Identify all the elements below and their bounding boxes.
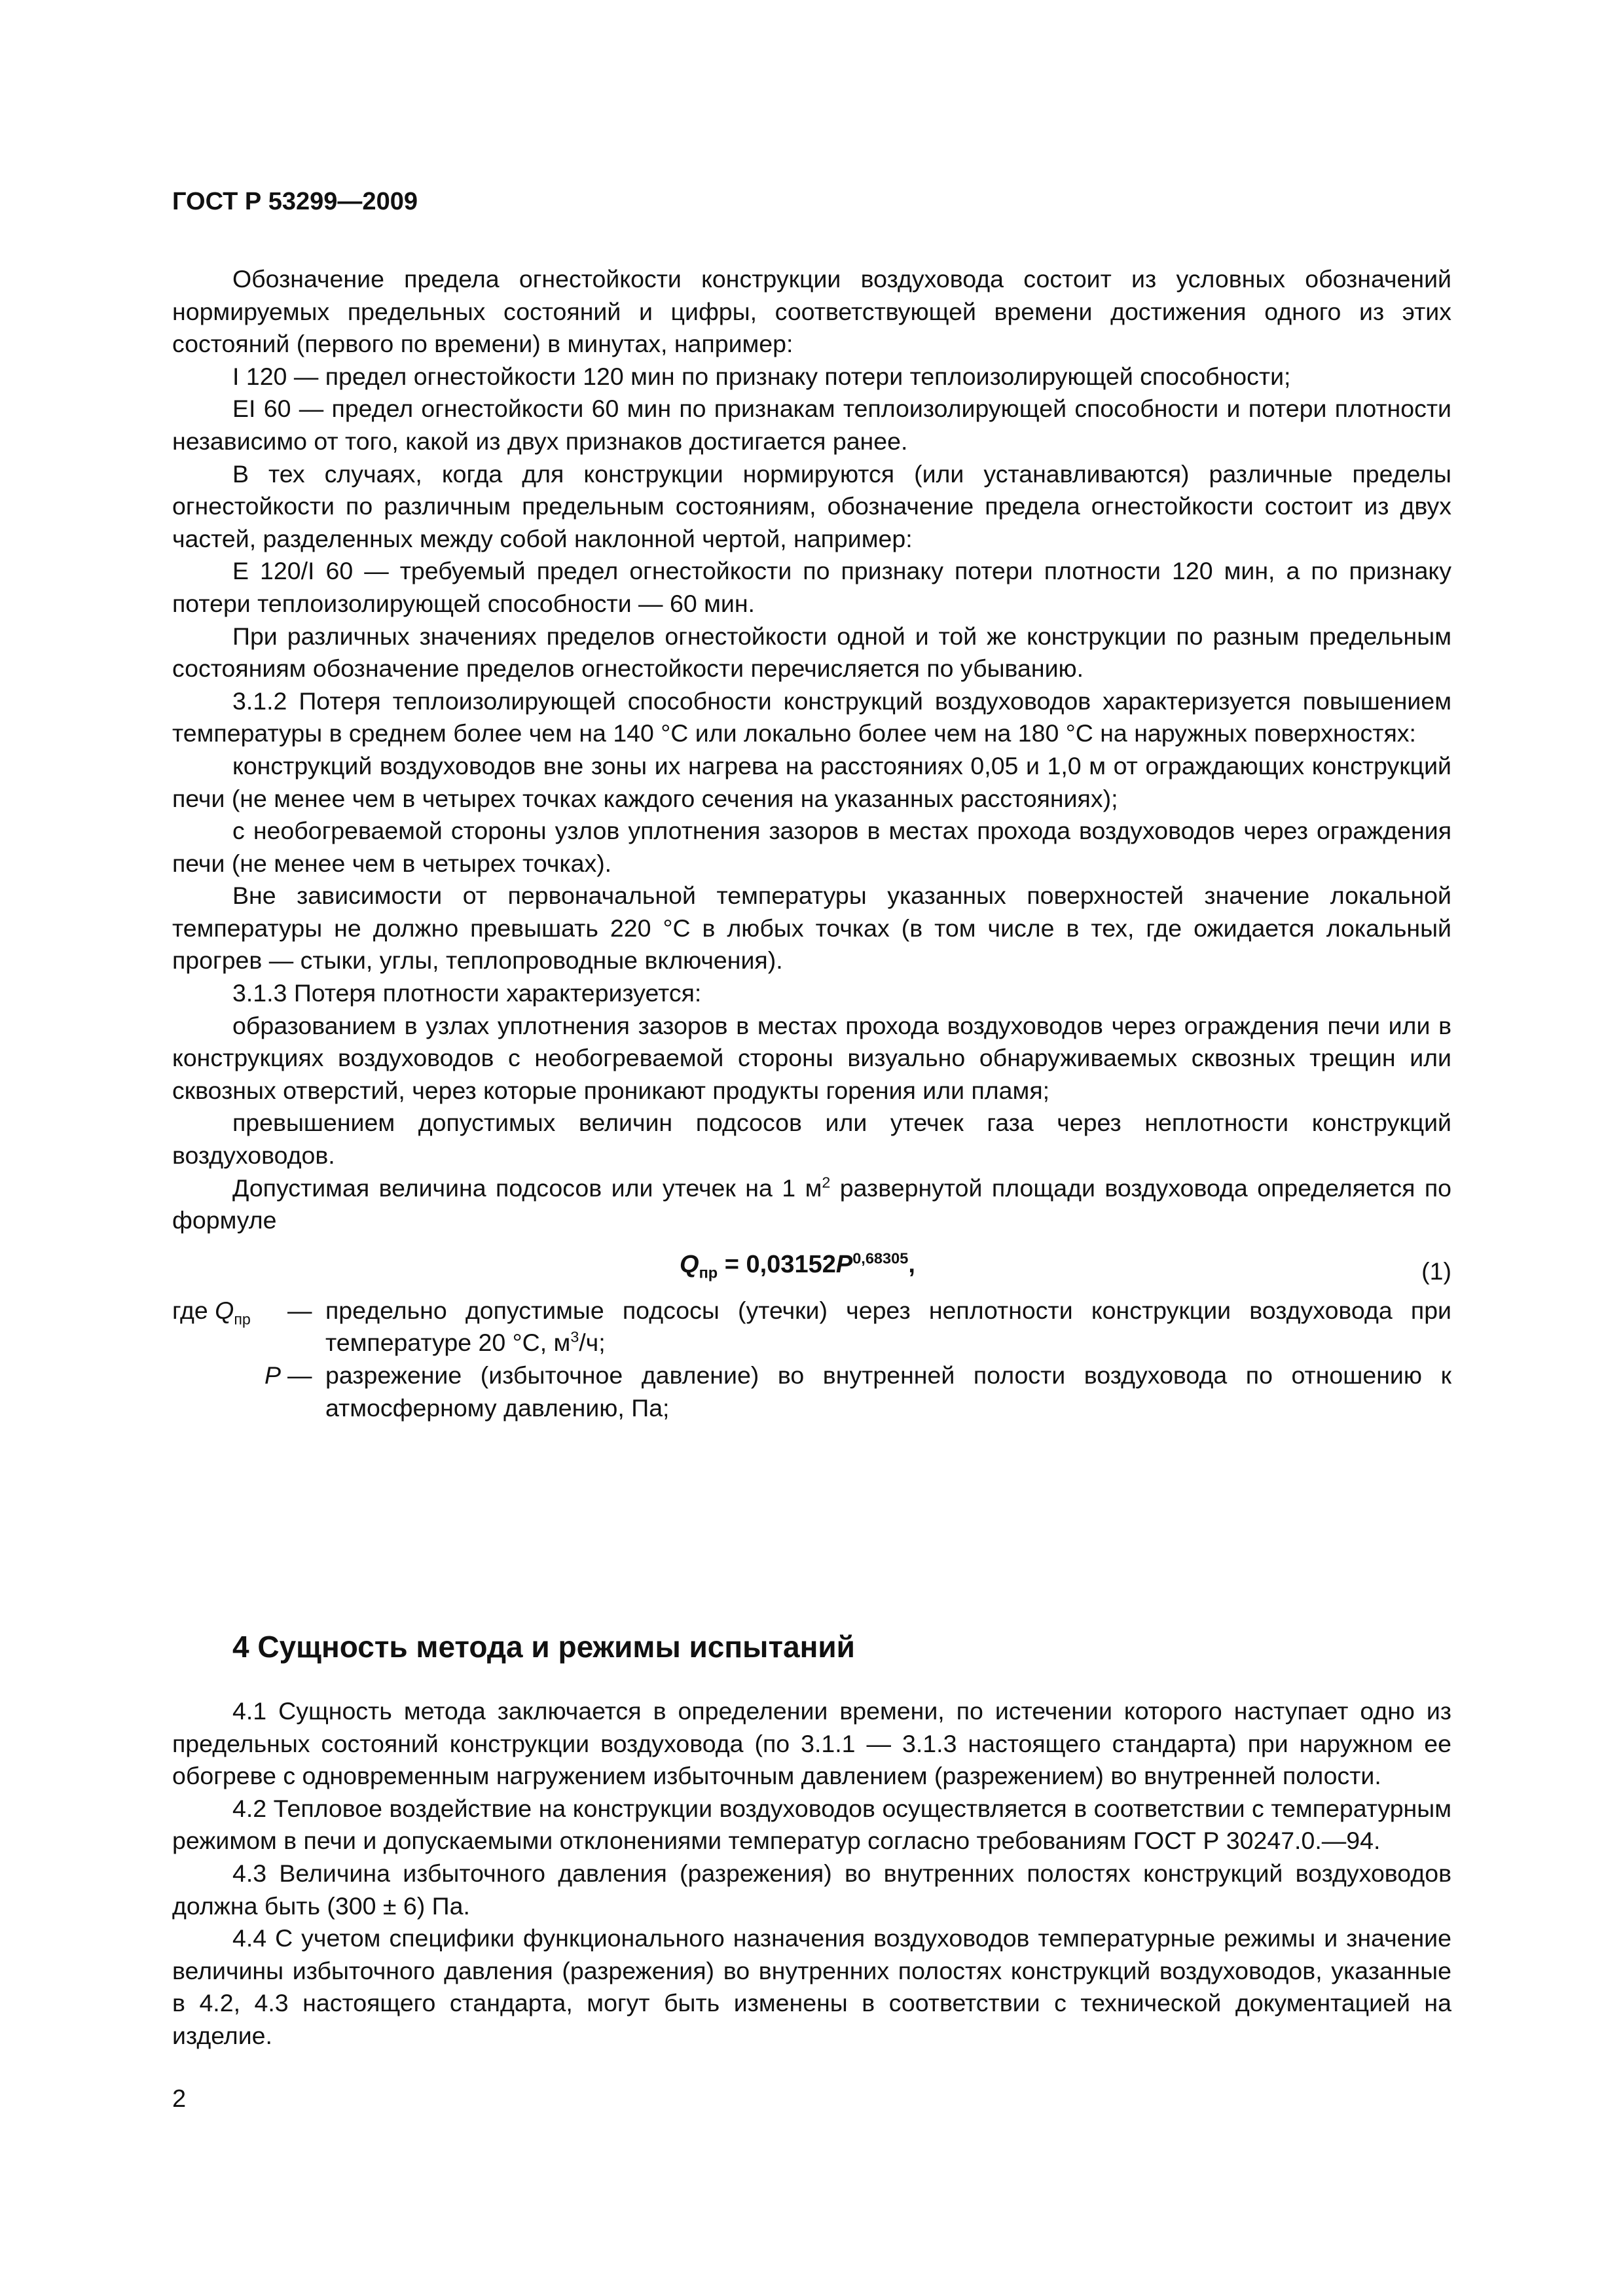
definition-p: P — разрежение (избыточное давление) во внутренней полости воздуховода по отношению к атмосферному давлению, Па;: [264, 1361, 1451, 1422]
paragraph: 3.1.3 Потеря плотности характеризуется:: [232, 979, 702, 1007]
formula-1: [172, 1246, 1451, 1291]
paragraph: I 120 — предел огнестойкости 120 мин по признаку потери теплоизолирующей способности;: [232, 362, 1291, 390]
paragraph: Вне зависимости от первоначальной температуры указанных поверхностей значение локальной температуры не должно превышать 220 °С в любых точках (в том числе в тех, где ожидается локальный прогрев — стыки, углы, теплопроводные включения).: [172, 882, 1451, 975]
section-heading: 4 Сущность метода и режимы испытаний: [232, 1630, 855, 1664]
paragraph: Обозначение предела огнестойкости конструкции воздуховода состоит из условных обозначений нормируемых предельных состояний и цифры, соответствующей времени достижения одного из этих состояний (первого по времени) в минутах, например:: [172, 265, 1451, 358]
formula-intro: Допустимая величина подсосов или утечек на 1 $м^2$ развернутой площади воздуховода определяется по формуле: [172, 1174, 1451, 1234]
paragraph: EI 60 — предел огнестойкости 60 мин по признакам теплоизолирующей способности и потери плотности независимо от того, какой из двух признаков достигается ранее.: [172, 395, 1451, 455]
paragraph: с необогреваемой стороны узлов уплотнения зазоров в местах прохода воздуховодов через ограждения печи (не менее чем в четырех точках).: [172, 817, 1451, 877]
paragraph: образованием в узлах уплотнения зазоров в местах прохода воздуховодов через ограждения печи или в конструкциях воздуховодов с необогреваемой стороны визуально обнаруживаемых сквозных трещин или сквозных отверстий, через которые проникают продукты горения или пламя;: [172, 1011, 1451, 1104]
paragraph: 4.1 Сущность метода заключается в определении времени, по истечении которого наступает одно из предельных состояний конструкции воздуховода (по 3.1.1 — 3.1.3 настоящего стандарта) при наружном ее обогреве с одновременным нагружением избыточным давлением (разрежением) во внутренней полости.: [172, 1697, 1451, 1790]
section-3-continuation: [172, 263, 1451, 1424]
paragraph: конструкций воздуховодов вне зоны их нагрева на расстояниях 0,05 и 1,0 м от ограждающих конструкций печи (не менее чем в четырех точках каждого сечения на указанных расстояниях);: [172, 751, 1451, 812]
paragraph: При различных значениях пределов огнестойкости одной и той же конструкции по разным предельным состояниям обозначение пределов огнестойкости перечисляется по убыванию.: [172, 622, 1451, 683]
definition-q: где $Q_{пр}$ — предельно допустимые подсосы (утечки) через неплотности конструкции воздуховода при температуре 20 °С, $м^3/ч$;: [172, 1296, 1451, 1357]
paragraph: 4.3 Величина избыточного давления (разрежения) во внутренних полостях конструкций воздуховодов должна быть (300 ± 6) Па.: [172, 1859, 1451, 1920]
section-4: [172, 1588, 1451, 2053]
page-header: ГОСТ Р 53299—2009: [172, 188, 418, 215]
paragraph: В тех случаях, когда для конструкции нормируются (или устанавливаются) различные пределы огнестойкости по различным предельным состояниям, обозначение предела огнестойкости состоит из двух частей, разделенных между собой наклонной чертой, например:: [172, 459, 1451, 552]
paragraph: 4.4 С учетом специфики функционального назначения воздуховодов температурные режимы и значение величины избыточного давления (разрежения) во внутренних полостях конструкций воздуховодов, указанные в 4.2, 4.3 настоящего стандарта, могут быть изменены в соответствии с технической документацией на изделие.: [172, 1924, 1451, 2049]
formula-expression: $Q_{пр} = 0,03152P^{0,68305}$,: [680, 1249, 915, 1282]
formula-number: (1): [1421, 1257, 1451, 1285]
paragraph: превышением допустимых величин подсосов или утечек газа через неплотности конструкций воздуховодов.: [172, 1109, 1451, 1170]
formula-definitions: [172, 1295, 1451, 1424]
paragraph: 4.2 Тепловое воздействие на конструкции воздуховодов осуществляется в соответствии с температурным режимом в печи и допускаемыми отклонениями температур согласно требованиям ГОСТ Р 30247.0.—94.: [172, 1794, 1451, 1855]
paragraph: E 120/I 60 — требуемый предел огнестойкости по признаку потери плотности 120 мин, а по признаку потери теплоизолирующей способности — 60 мин.: [172, 557, 1451, 617]
page-number: 2: [172, 2085, 187, 2113]
paragraph: 3.1.2 Потеря теплоизолирующей способности конструкций воздуховодов характеризуется повышением температуры в среднем более чем на 140 °С или локально более чем на 180 °С на наружных поверхностях:: [172, 687, 1451, 747]
